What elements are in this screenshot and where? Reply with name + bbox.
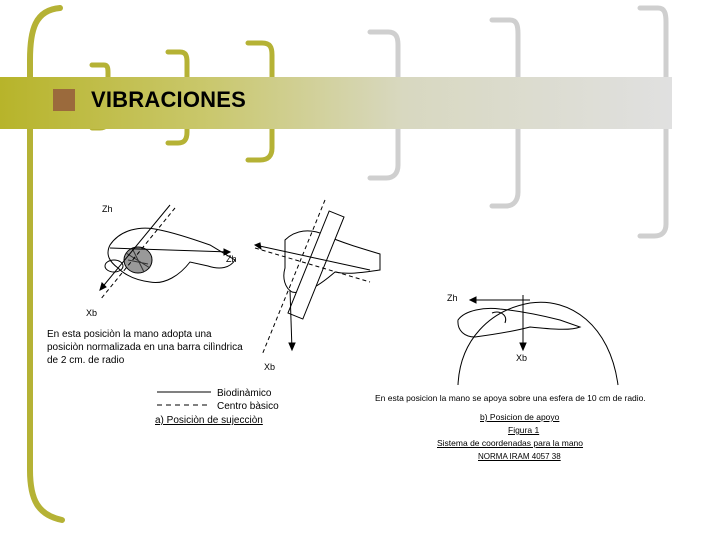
- cylindrical-bar: [288, 211, 344, 319]
- fig-b-label-zh: Zh: [447, 293, 458, 303]
- figure-b-support-illustration: [430, 265, 650, 390]
- fig-a-legend-lines: [155, 389, 215, 409]
- legend-biodinamico: Biodinàmico: [217, 388, 272, 399]
- fig-a-label-zh-top: Zh: [102, 204, 113, 214]
- support-hand-outline: [458, 308, 580, 337]
- zh-axis-left: [100, 208, 175, 300]
- fig-b-label-xb: Xb: [516, 353, 528, 363]
- title-bullet-square: [53, 89, 75, 111]
- fig-b-system-title: Sistema de coordenadas para la mano: [437, 438, 584, 448]
- fig-a-label-zh-mid: Zh: [226, 254, 237, 264]
- slide-title: VIBRACIONES: [91, 87, 246, 112]
- fig-a-label-xb-right: Xb: [264, 362, 276, 372]
- xb-axis-left: [100, 205, 170, 290]
- legend-centro-basico: Centro bàsico: [217, 401, 279, 412]
- fig-a-caption: En esta posiciòn la mano adopta una posiciòn normalizada en una barra cilìndrica de 2 cm. de radio: [47, 329, 243, 366]
- fig-b-norm: NORMA IRAM 4057 38: [478, 452, 561, 461]
- fig-b-figure-number: Figura 1: [508, 425, 540, 435]
- fig-b-subtitle: b) Posicion de apoyo: [480, 412, 560, 422]
- fig-a-subtitle: a) Posiciòn de sujecciòn: [155, 415, 263, 426]
- fig-a-label-xb-left: Xb: [86, 308, 98, 318]
- fig-b-caption: En esta posicion la mano se apoya sobre una esfera de 10 cm de radio.: [375, 393, 646, 403]
